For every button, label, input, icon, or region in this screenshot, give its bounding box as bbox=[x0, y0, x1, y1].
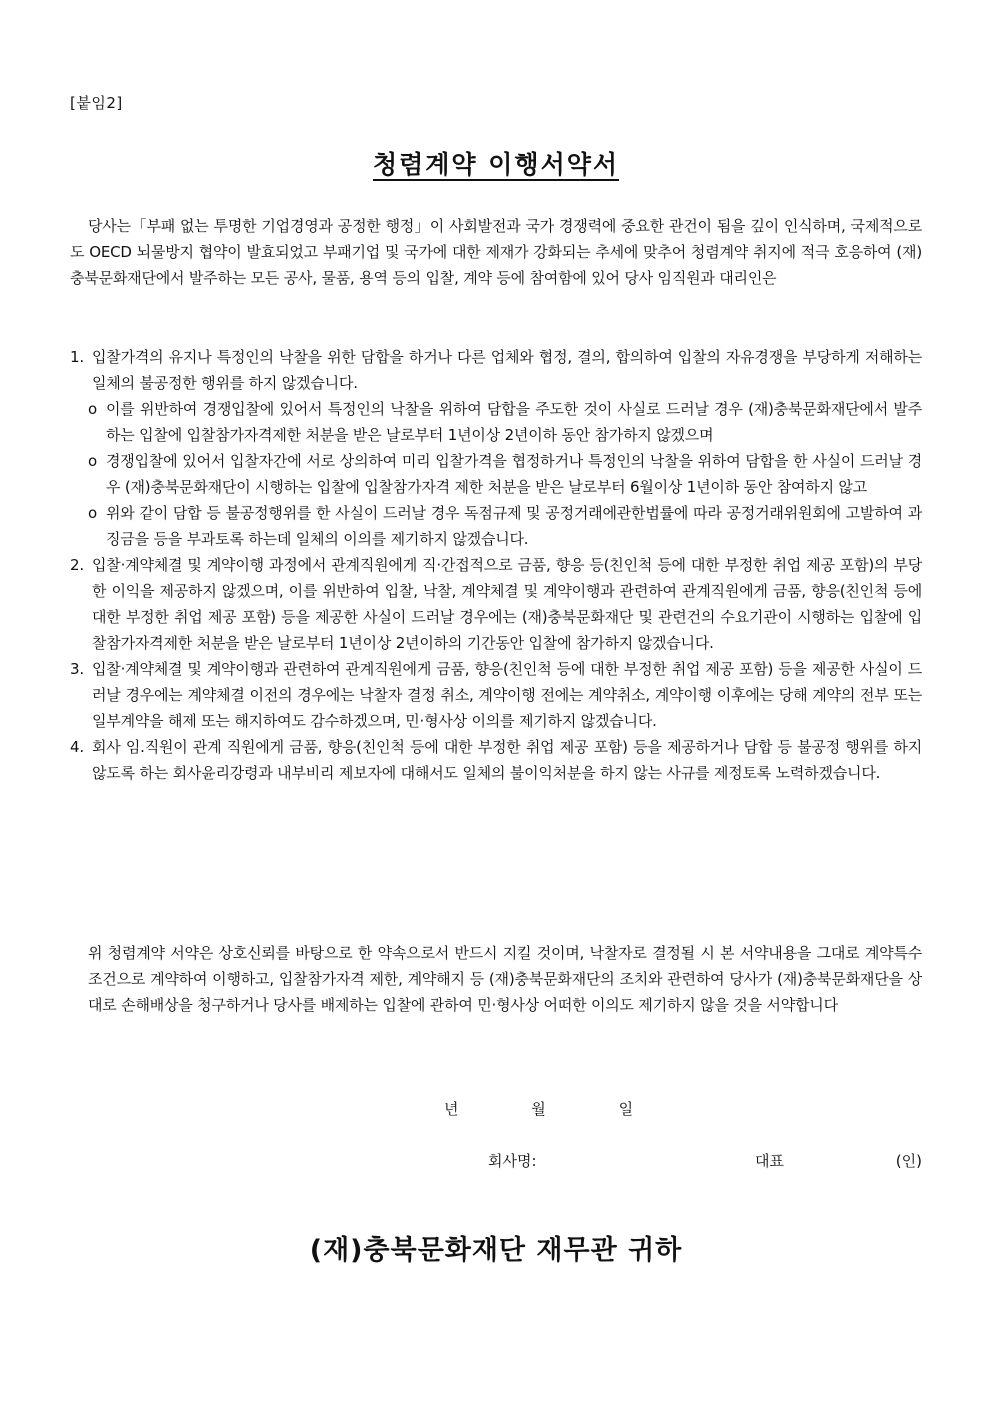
item-text: 입찰·계약체결 및 계약이행과 관련하여 관계직원에게 금품, 향응(친인척 등에 대한 부정한 취업 제공 포함) 등을 제공한 사실이 드러날 경우에는 계약체결 이전의 경우에는 낙찰자 결정 취소, 계약이행 전에는 계약취소, 계약이행 이후에는 당해 계약의 전부 또는 일부계약을 해제 또는 해지하여도 감수하겠으며, 민·형사상 이의를 제기하지 않겠습니다. bbox=[92, 660, 922, 730]
pledge-item-3 bbox=[70, 656, 922, 734]
date-day-label: 일 bbox=[618, 1100, 634, 1118]
pledge-subitem-1-1 bbox=[70, 396, 922, 448]
bullet-mark: o bbox=[88, 452, 97, 470]
document-title-text: 청렴계약 이행서약서 bbox=[372, 150, 620, 179]
bullet-mark: o bbox=[88, 400, 97, 418]
subitem-text: 이를 위반하여 경쟁입찰에 있어서 특정인의 낙찰을 위하여 담합을 주도한 것이 사실로 드러날 경우 (재)충북문화재단에서 발주하는 입찰에 입찰참가자격제한 처분을 받은 날로부터 1년이상 2년이하 동안 참가하지 않겠으며 bbox=[106, 400, 922, 444]
bullet-mark: o bbox=[88, 504, 97, 522]
item-number: 3. bbox=[70, 660, 84, 678]
closing-paragraph: 위 청렴계약 서약은 상호신뢰를 바탕으로 한 약속으로서 반드시 지킬 것이며, 낙찰자로 결정될 시 본 서약내용을 그대로 계약특수조건으로 계약하여 이행하고, 입찰참가자격 제한, 계약해지 등 (재)충북문화재단의 조치와 관련하여 당사가 (재)충북문화재단을 상대로 손해배상을 청구하거나 당사를 배제하는 입찰에 관하여 민·형사상 어떠한 이의도 제기하지 않을 것을 서약합니다 bbox=[88, 944, 922, 1014]
date-line bbox=[444, 1098, 671, 1119]
company-name-label: 회사명: bbox=[488, 1152, 537, 1170]
pledge-subitem-1-2 bbox=[70, 448, 922, 500]
date-year-label: 년 bbox=[444, 1100, 459, 1118]
date-month-label: 월 bbox=[531, 1100, 546, 1118]
item-text: 회사 임.직원이 관계 직원에게 금품, 향응(친인척 등에 대한 부정한 취업 제공 포함) 등을 제공하거나 담합 등 불공정 행위를 하지 않도록 하는 회사윤리강령과 내부비리 제보자에 대해서도 일체의 불이익처분을 하지 않는 사규를 제정토록 노력하겠습니다. bbox=[92, 738, 922, 782]
pledge-items bbox=[70, 344, 922, 786]
pledge-subitem-1-3 bbox=[70, 500, 922, 552]
pledge-item-1 bbox=[70, 344, 922, 396]
representative-label: 대표 bbox=[755, 1152, 784, 1170]
item-number: 4. bbox=[70, 738, 84, 756]
attachment-label: [붙임2] bbox=[70, 94, 123, 112]
item-number: 1. bbox=[70, 348, 84, 366]
item-text: 입찰가격의 유지나 특정인의 낙찰을 위한 담합을 하거나 다른 업체와 협정, 결의, 합의하여 입찰의 자유경쟁을 부당하게 저해하는 일체의 불공정한 행위를 하지 않겠습니다. bbox=[92, 348, 922, 392]
subitem-text: 위와 같이 담합 등 불공정행위를 한 사실이 드러날 경우 독점규제 및 공정거래에관한법률에 따라 공정거래위원회에 고발하여 과징금을 등을 부과토록 하는데 일체의 이의를 제기하지 않겠습니다. bbox=[106, 504, 922, 548]
item-number: 2. bbox=[70, 556, 84, 574]
document-title bbox=[0, 145, 992, 181]
seal-label: (인) bbox=[895, 1152, 922, 1170]
subitem-text: 경쟁입찰에 있어서 입찰자간에 서로 상의하여 미리 입찰가격을 협정하거나 특정인의 낙찰을 위하여 담합을 한 사실이 드러날 경우 (재)충북문화재단이 시행하는 입찰에 입찰참가자격 제한 처분을 받은 날로부터 6월이상 1년이하 동안 참여하지 않고 bbox=[106, 452, 922, 496]
item-text: 입찰·계약체결 및 계약이행 과정에서 관계직원에게 직·간접적으로 금품, 향응 등(친인척 등에 대한 부정한 취업 제공 포함)의 부당한 이익을 제공하지 않겠으며, 이를 위반하여 입찰, 낙찰, 계약체결 및 계약이행과 관련하여 관계직원에게 금품, 향응(친인척 등에 대한 부정한 취업 제공 포함) 등을 제공한 사실이 드러날 경우에는 (재)충북문화재단 및 관련건의 수요기관이 시행하는 입찰에 입찰참가자격제한 처분을 받은 날로부터 1년이상 2년이하의 기간동안 입찰에 참가하지 않겠습니다. bbox=[92, 556, 922, 652]
addressee: (재)충북문화재단 재무관 귀하 bbox=[309, 1235, 683, 1266]
intro-paragraph: 당사는「부패 없는 투명한 기업경영과 공정한 행정」이 사회발전과 국가 경쟁력에 중요한 관건이 됨을 깊이 인식하며, 국제적으로도 OECD 뇌물방지 협약이 발효되었고 부패기업 및 국가에 대한 제재가 강화되는 추세에 맞추어 청렴계약 취지에 적극 호응하여 (재)충북문화재단에서 발주하는 모든 공사, 물품, 용역 등의 입찰, 계약 등에 참여함에 있어 당사 임직원과 대리인은 bbox=[70, 217, 922, 287]
pledge-item-2 bbox=[70, 552, 922, 656]
pledge-item-4 bbox=[70, 734, 922, 786]
